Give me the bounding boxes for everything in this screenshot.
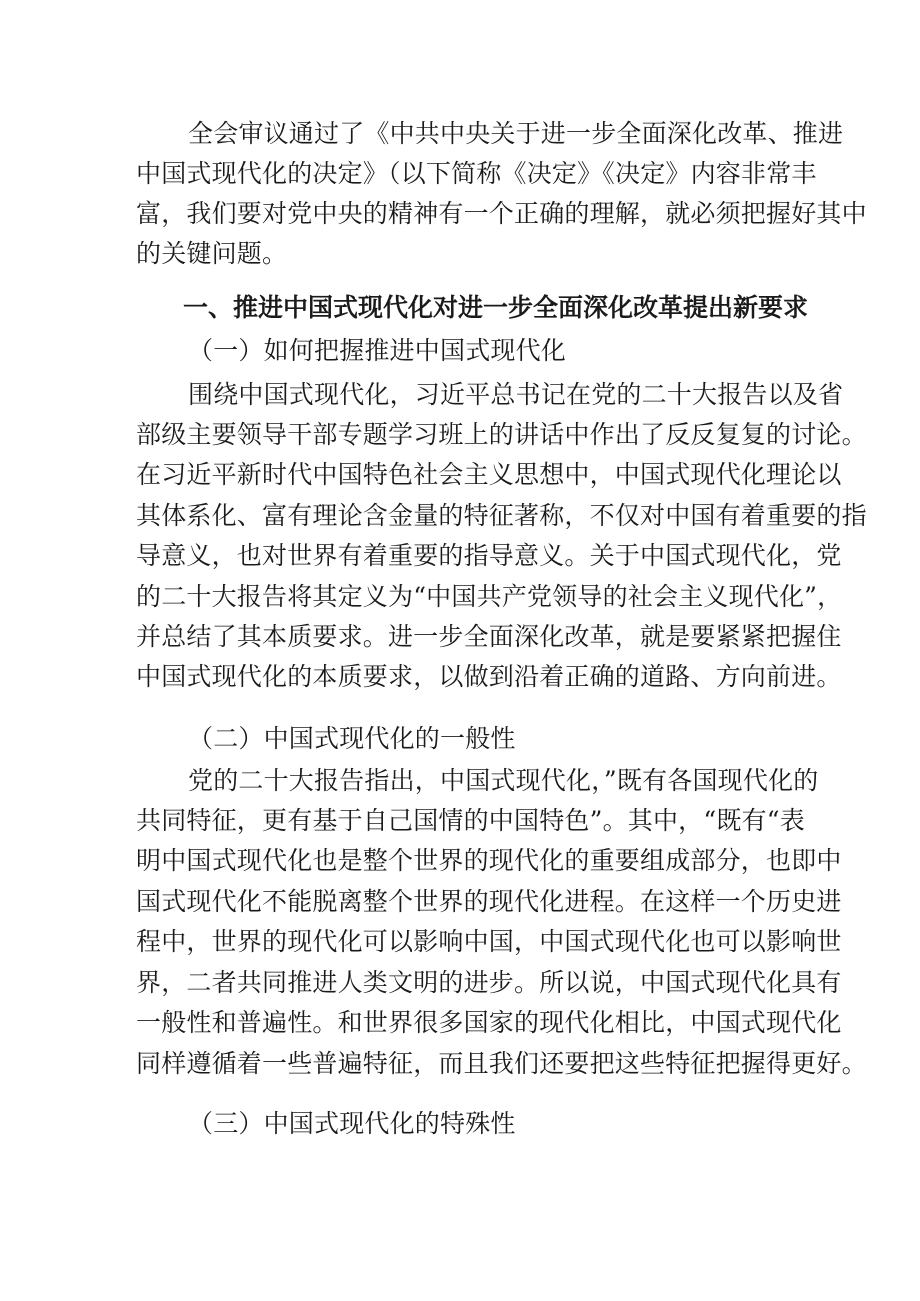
- sub1-line-7: 并总结了其本质要求。进一步全面深化改革，就是要紧紧把握住: [136, 622, 842, 651]
- sub1-line-8: 中国式现代化的本质要求，以做到沿着正确的道路、方向前进。: [136, 662, 842, 691]
- sub2-line-7: 一般性和普遍性。和世界很多国家的现代化相比，中国式现代化: [136, 1008, 842, 1037]
- sub1-line-1: 围绕中国式现代化，习近平总书记在党的二十大报告以及省: [188, 380, 844, 409]
- sub1-line-3: 在习近平新时代中国特色社会主义思想中，中国式现代化理论以: [136, 460, 842, 489]
- sub2-line-8: 同样遵循着一些普遍特征，而且我们还要把这些特征把握得更好。: [136, 1049, 867, 1078]
- sub1-line-4: 其体系化、富有理论含金量的特征著称，不仅对中国有着重要的指: [136, 501, 867, 530]
- sub2-line-2: 共同特征，更有基于自己国情的中国特色”。其中，“既有“表: [136, 806, 805, 835]
- intro-line-3: 富，我们要对党中央的精神有一个正确的理解，就必须把握好其中: [136, 199, 867, 228]
- subsection-heading-2: （二）中国式现代化的一般性: [188, 724, 516, 753]
- sub2-line-5: 程中，世界的现代化可以影响中国，中国式现代化也可以影响世: [136, 927, 842, 956]
- intro-line-4: 的关键问题。: [136, 239, 288, 268]
- section-heading-1: 一、推进中国式现代化对进一步全面深化改革提出新要求: [183, 293, 809, 322]
- sub2-line-4: 国式现代化不能脱离整个世界的现代化进程。在这样一个历史进: [136, 887, 842, 916]
- sub1-line-6: 的二十大报告将其定义为“中国共产党领导的社会主义现代化”，: [136, 582, 843, 611]
- subsection-heading-1: （一）如何把握推进中国式现代化: [188, 336, 567, 365]
- intro-line-2: 中国式现代化的决定》（以下简称《决定》《决定》内容非常丰: [136, 159, 817, 188]
- sub2-line-1: 党的二十大报告指出，中国式现代化，”既有各国现代化的: [188, 766, 819, 795]
- sub2-line-6: 界，二者共同推进人类文明的进步。所以说，中国式现代化具有: [136, 968, 842, 997]
- sub1-line-2: 部级主要领导干部专题学习班上的讲话中作出了反反复复的讨论。: [136, 420, 867, 449]
- intro-line-1: 全会审议通过了《中共中央关于进一步全面深化改革、推进: [188, 119, 844, 148]
- subsection-heading-3: （三）中国式现代化的特殊性: [188, 1109, 516, 1138]
- sub2-line-3: 明中国式现代化也是整个世界的现代化的重要组成部分，也即中: [136, 846, 842, 875]
- sub1-line-5: 导意义，也对世界有着重要的指导意义。关于中国式现代化，党: [136, 541, 842, 570]
